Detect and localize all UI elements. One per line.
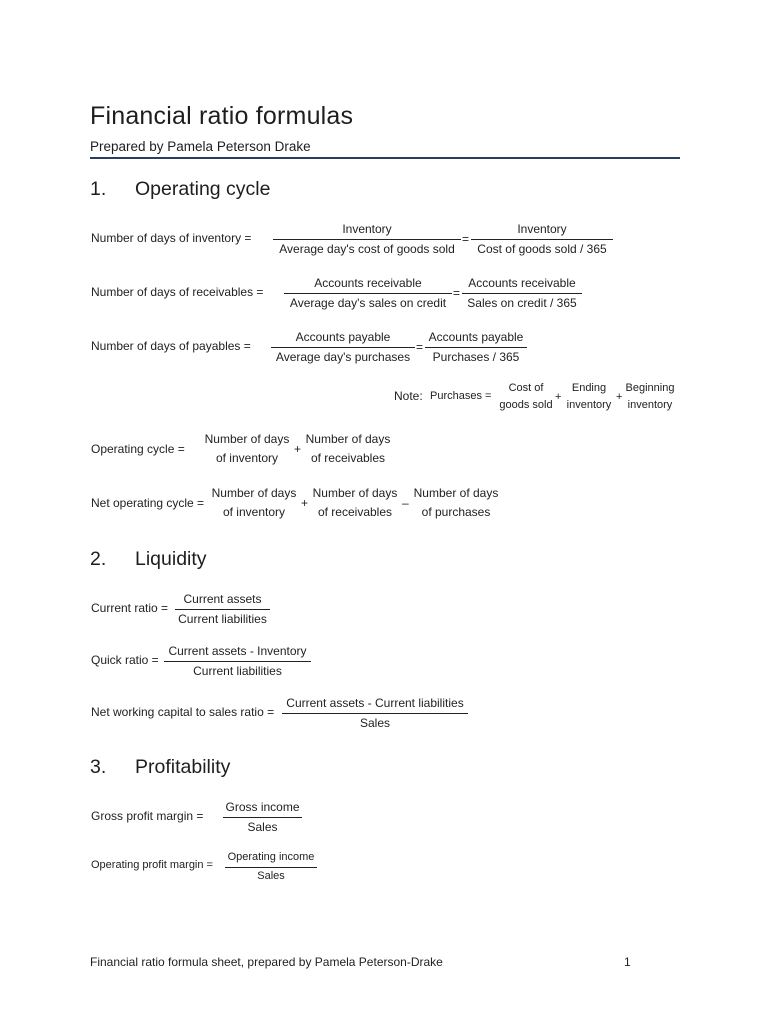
page-number: 1 xyxy=(624,955,631,969)
section-heading-operating-cycle xyxy=(90,178,270,201)
section-heading-profitability xyxy=(90,756,230,779)
denominator: Sales xyxy=(359,716,391,730)
section-title: Operating cycle xyxy=(135,178,271,200)
numerator: Current assets - Inventory xyxy=(164,644,311,662)
fraction-current-ratio xyxy=(175,592,270,626)
numerator: Current assets xyxy=(175,592,270,610)
fraction-nwc-sales-ratio xyxy=(282,696,468,730)
fraction-days-receivables-1 xyxy=(284,276,452,310)
denominator: Average day's purchases xyxy=(275,350,411,364)
numerator: Accounts payable xyxy=(425,330,527,348)
term-days-of-inventory xyxy=(201,430,293,468)
term-line-1: Cost of xyxy=(508,382,544,394)
plus-sign: + xyxy=(294,442,302,456)
numerator: Operating income xyxy=(225,851,317,868)
term-line-1: Number of days xyxy=(204,432,290,446)
term-days-of-purchases xyxy=(410,484,502,522)
formula-label-operating-cycle: Operating cycle = xyxy=(91,442,185,456)
formula-label-quick-ratio: Quick ratio = xyxy=(91,653,159,667)
section-title: Profitability xyxy=(135,756,231,778)
fraction-days-payables-1 xyxy=(271,330,415,364)
denominator: Average day's sales on credit xyxy=(289,296,447,310)
denominator: Sales xyxy=(257,870,285,882)
fraction-days-payables-2 xyxy=(425,330,527,364)
term-line-1: Number of days xyxy=(305,432,391,446)
equals-sign: = xyxy=(416,340,424,354)
term-line-1: Number of days xyxy=(413,486,499,500)
denominator: Cost of goods sold / 365 xyxy=(477,242,607,256)
term-line-1: Ending xyxy=(571,382,607,394)
page-subtitle: Prepared by Pamela Peterson Drake xyxy=(90,139,311,154)
equals-sign: = xyxy=(462,232,470,246)
term-line-2: of inventory xyxy=(215,451,279,465)
numerator: Gross income xyxy=(223,800,302,818)
term-days-of-receivables xyxy=(302,430,394,468)
section-title: Liquidity xyxy=(135,548,207,570)
term-line-1: Number of days xyxy=(211,486,297,500)
fraction-quick-ratio xyxy=(164,644,311,678)
term-line-2: of purchases xyxy=(421,505,491,519)
term-days-of-inventory xyxy=(208,484,300,522)
plus-sign: + xyxy=(616,391,623,403)
numerator: Accounts receivable xyxy=(462,276,582,294)
section-number: 2. xyxy=(90,548,107,570)
term-cost-of-goods-sold xyxy=(497,380,555,414)
numerator: Inventory xyxy=(471,222,613,240)
plus-sign: + xyxy=(555,391,562,403)
note-label: Note: xyxy=(394,389,423,403)
denominator: Sales on credit / 365 xyxy=(467,296,577,310)
fraction-gross-profit-margin xyxy=(223,800,302,834)
page-title: Financial ratio formulas xyxy=(90,102,354,130)
formula-label-days-inventory: Number of days of inventory = xyxy=(91,231,252,245)
formula-label-operating-profit-margin: Operating profit margin = xyxy=(91,859,213,871)
page-footer: Financial ratio formula sheet, prepared by Pamela Peterson-Drake xyxy=(90,955,443,969)
term-line-1: Beginning xyxy=(625,382,675,394)
term-line-2: inventory xyxy=(627,399,673,411)
formula-label-days-receivables: Number of days of receivables = xyxy=(91,285,264,299)
denominator: Purchases / 365 xyxy=(432,350,520,364)
numerator: Accounts payable xyxy=(271,330,415,348)
purchases-label: Purchases = xyxy=(430,390,492,402)
header-divider xyxy=(90,157,680,159)
fraction-days-receivables-2 xyxy=(462,276,582,310)
fraction-days-inventory-1 xyxy=(273,222,461,256)
formula-label-gross-profit-margin: Gross profit margin = xyxy=(91,809,204,823)
denominator: Average day's cost of goods sold xyxy=(279,242,455,256)
plus-sign: + xyxy=(301,496,309,510)
denominator: Current liabilities xyxy=(178,612,267,626)
fraction-days-inventory-2 xyxy=(471,222,613,256)
term-line-2: of inventory xyxy=(222,505,286,519)
term-beginning-inventory xyxy=(623,380,677,414)
term-ending-inventory xyxy=(563,380,615,414)
formula-label-current-ratio: Current ratio = xyxy=(91,601,169,615)
term-line-2: of receivables xyxy=(310,451,386,465)
term-days-of-receivables xyxy=(309,484,401,522)
numerator: Current assets - Current liabilities xyxy=(282,696,468,714)
section-heading-liquidity xyxy=(90,548,207,571)
numerator: Accounts receivable xyxy=(284,276,452,294)
formula-label-nwc-sales-ratio: Net working capital to sales ratio = xyxy=(91,705,275,719)
section-number: 3. xyxy=(90,756,107,778)
numerator: Inventory xyxy=(273,222,461,240)
term-line-2: of receivables xyxy=(317,505,393,519)
term-line-2: goods sold xyxy=(499,399,553,411)
denominator: Sales xyxy=(247,820,278,834)
formula-label-net-operating-cycle: Net operating cycle = xyxy=(91,496,205,510)
term-line-2: inventory xyxy=(566,399,612,411)
equals-sign: = xyxy=(453,286,461,300)
formula-label-days-payables: Number of days of payables = xyxy=(91,339,251,353)
denominator: Current liabilities xyxy=(193,664,282,678)
fraction-operating-profit-margin xyxy=(225,851,317,883)
minus-sign: – xyxy=(402,496,409,510)
section-number: 1. xyxy=(90,178,107,200)
term-line-1: Number of days xyxy=(312,486,398,500)
